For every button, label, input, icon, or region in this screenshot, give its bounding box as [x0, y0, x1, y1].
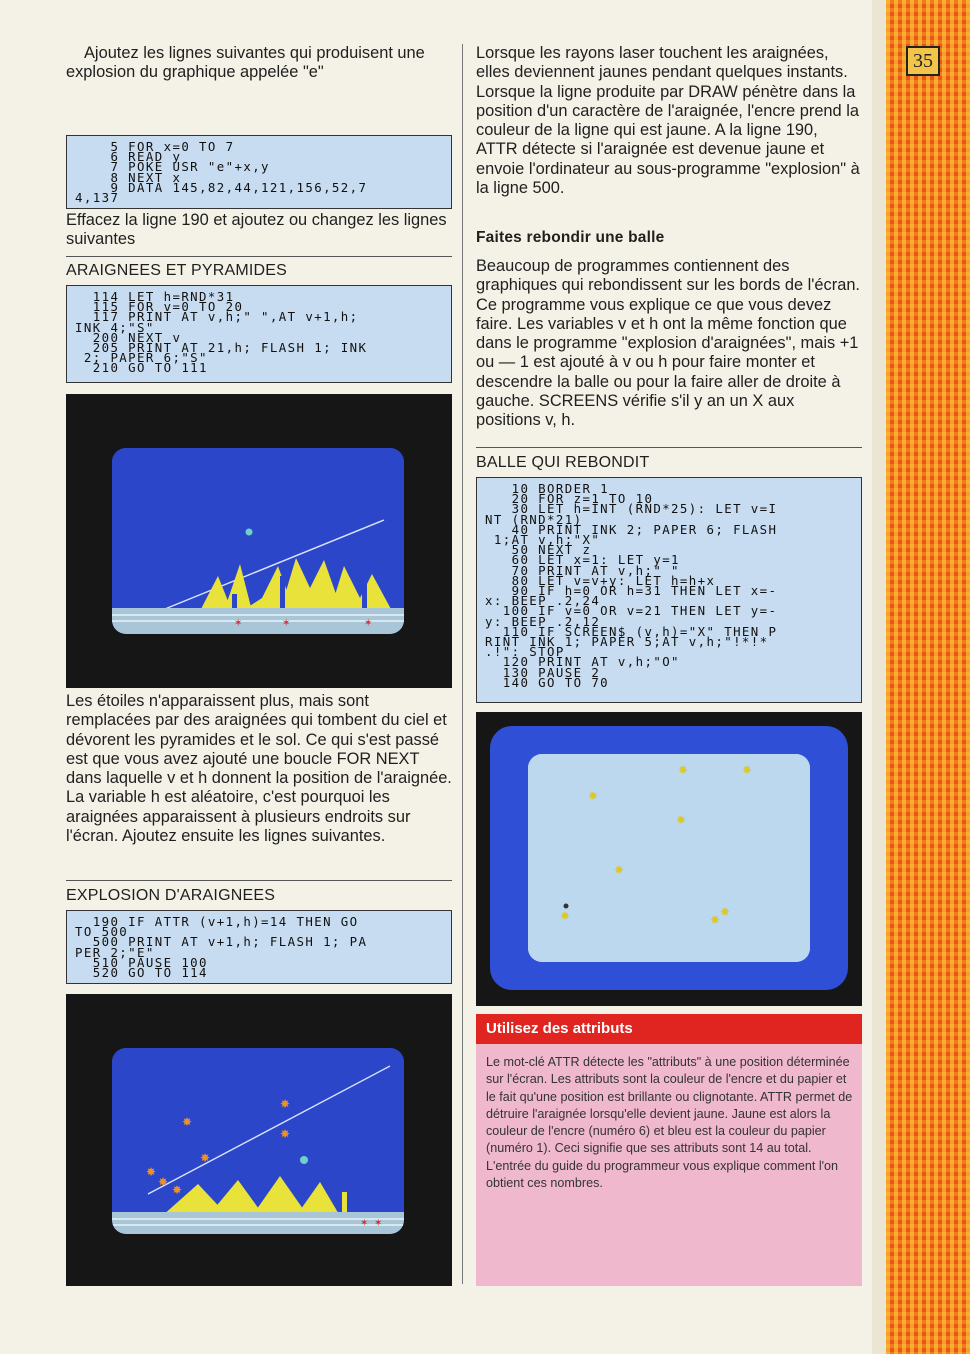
- code-listing-poke: 5 FOR x=0 TO 7 6 READ y 7 POKE USR "e"+x,y 8 NEXT x 9 DATA 145,82,44,121,156,52,7 4,137: [66, 135, 452, 209]
- heading-faites-rebondir: Faites rebondir une balle: [476, 229, 665, 246]
- heading-balle-qui-rebondit: BALLE QUI REBONDIT: [476, 454, 650, 471]
- svg-text:✸: ✸: [678, 763, 689, 777]
- svg-text:✸: ✸: [200, 1151, 211, 1165]
- svg-text:✶: ✶: [234, 618, 243, 629]
- svg-text:✸: ✸: [588, 789, 599, 803]
- tv-screen: [528, 754, 810, 962]
- svg-text:✶: ✶: [282, 618, 291, 629]
- svg-text:✸: ✸: [720, 905, 731, 919]
- attributs-info-box: [476, 1014, 862, 1286]
- svg-text:✸: ✸: [280, 1097, 291, 1111]
- code-listing-pyramides: 114 LET h=RND*31 115 FOR v=0 TO 20 117 PRINT AT v,h;" ",AT v+1,h; INK 4;"S" 200 NEXT v 205 PRINT AT 21,h; FLASH 1; INK 2; PAPER 6;"S" 210 GO TO 111: [66, 285, 452, 383]
- code-listing-balle: 10 BORDER 1 20 FOR z=1 TO 10 30 LET h=INT (RND*25): LET v=I NT (RND*21) 40 PRINT INK 2; PAPER 6; FLASH 1;AT v,h;"X" 50 NEXT z 60 LET x=1: LET y=1 70 PRINT AT v,h;" " 80 LET v=v+y: LET h=h+x 90 IF h=0 OR h=31 THEN LET x=- x: BEEP .2,24 100 IF v=0 OR v=21 THEN LET y=- y: BEEP .2,12 110 IF SCREEN$ (v,h)="X" THEN P RINT INK 1; PAPER 5;AT v,h;"!*!* .!": STOP 120 PRINT AT v,h;"O" 130 PAUSE 2 140 GO TO 70: [476, 477, 862, 703]
- tv-screen: [112, 1048, 404, 1234]
- delete-line-paragraph: Effacez la ligne 190 et ajoutez ou changez les lignes suivantes: [66, 211, 447, 249]
- tv-screenshot-explosion: [66, 994, 452, 1286]
- ball-icon: [300, 1156, 308, 1164]
- intro-paragraph: Ajoutez les lignes suivantes qui produisent une explosion du graphique appelée "e": [66, 44, 425, 82]
- stars-paragraph: Les étoiles n'apparaissent plus, mais sont remplacées par des araignées qui tombent du ciel et dévorent les pyramides et le sol. Ce qui s'est passé est que vous avez ajouté une boucle FOR NEXT dans laquelle v et h donnent la position de l'araignée. La variable h est aléatoire, c'est pourquoi les araignées apparaissent à plusieurs endroits sur l'écran. Ajoutez ensuite les lignes suivantes.: [66, 692, 452, 846]
- heading-araignees-pyramides: ARAIGNEES ET PYRAMIDES: [66, 262, 288, 279]
- pyramid-scene: [112, 448, 404, 634]
- svg-text:✸: ✸: [710, 913, 721, 927]
- balle-paragraph: Beaucoup de programmes contiennent des graphiques qui rebondissent sur les bords de l'écran. Ce programme vous explique ce que vous devez faire. Les variables v et h ont la même fonction que dans le programme "explosion d'araignées", mais +1 ou — 1 est ajouté à v ou h pour faire monter et descendre la balle ou pour la faire aller de droite à gauche. SCREENS vérifie s'il y an un X aux positions v, h.: [476, 257, 860, 430]
- page-number: 35: [906, 46, 940, 76]
- page-gutter: [872, 0, 886, 1354]
- checkered-side-band: [886, 0, 970, 1354]
- ball-icon: [246, 529, 253, 536]
- svg-text:✸: ✸: [676, 813, 687, 827]
- svg-text:✶: ✶: [364, 618, 373, 629]
- svg-text:✸: ✸: [172, 1183, 183, 1197]
- ball-icon: [564, 904, 569, 909]
- code-listing-explosion: 190 IF ATTR (v+1,h)=14 THEN GO TO 500 500 PRINT AT v+1,h; FLASH 1; PA PER 2;"E" 510 PAUSE 100 520 GO TO 114: [66, 910, 452, 984]
- tv-screenshot-balle: [476, 712, 862, 1006]
- svg-text:✸: ✸: [182, 1115, 193, 1129]
- svg-text:✸: ✸: [146, 1165, 157, 1179]
- svg-text:✸: ✸: [158, 1175, 169, 1189]
- explosion-scene: [112, 1048, 404, 1234]
- svg-text:✸: ✸: [280, 1127, 291, 1141]
- tv-screen: [112, 448, 404, 634]
- svg-text:✸: ✸: [560, 909, 571, 923]
- info-box-title: Utilisez des attributs: [476, 1014, 862, 1044]
- heading-explosion-araignees: EXPLOSION D'ARAIGNEES: [66, 887, 276, 904]
- tv-screenshot-pyramides: [66, 394, 452, 688]
- section-rule: [66, 256, 452, 257]
- svg-text:✸: ✸: [742, 763, 753, 777]
- svg-text:✸: ✸: [614, 863, 625, 877]
- info-box-text: Le mot-clé ATTR détecte les "attributs" à une position déterminée sur l'écran. Les attributs sont la couleur de l'encre et du papier et le fait qu'une position est brillante ou clignotante. ATTR permet de détruire l'araignée lorsqu'elle devient jaune. Jaune est alors la couleur de l'encre (numéro 6) et bleu est la couleur du papier (numéro 1). Ceci signifie que ses attributs sont 14 au total. L'entrée du guide du programmeur vous explique comment l'on obtient ces nombres.: [486, 1055, 853, 1191]
- svg-text:✶: ✶: [374, 1218, 383, 1229]
- section-rule: [66, 880, 452, 881]
- svg-text:✶: ✶: [360, 1218, 369, 1229]
- laser-paragraph: Lorsque les rayons laser touchent les araignées, elles deviennent jaunes pendant quelques instants. Lorsque la ligne produite par DRAW pénètre dans la position d'un caractère de l'araignée, l'encre prend la couleur de la ligne qui est jaune. A la ligne 190, ATTR détecte si l'araignée est devenue jaune et envoie l'ordinateur au sous-programme "explosion" à la ligne 500.: [476, 44, 860, 198]
- column-divider: [462, 44, 463, 1284]
- balle-scene: [528, 754, 810, 962]
- section-rule: [476, 447, 862, 448]
